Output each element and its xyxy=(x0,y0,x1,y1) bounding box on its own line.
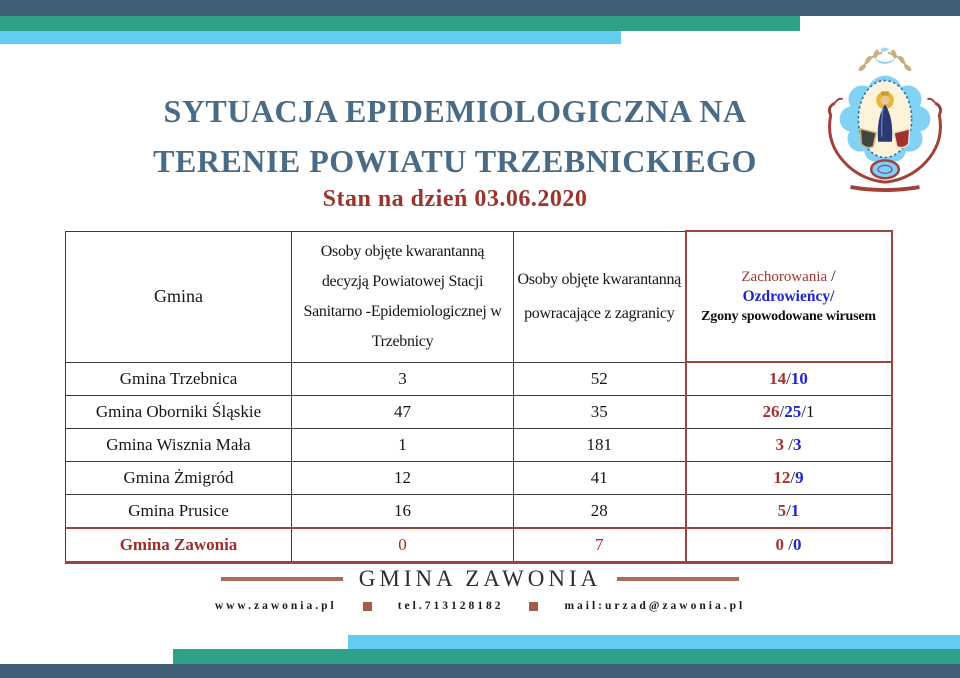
table-row-trzebnica xyxy=(66,362,892,396)
footer-rule-left xyxy=(221,577,343,581)
crest-right-shield xyxy=(894,129,910,148)
header-line: Sanitarno -Epidemiologicznej w xyxy=(303,302,502,320)
header-recovered: Ozdrowieńcy/ xyxy=(742,287,835,305)
header-cases: Zachorowania / xyxy=(741,267,836,285)
bottom-bar-dark xyxy=(0,664,960,678)
top-bar-dark xyxy=(0,0,960,16)
footer-municipality-name: GMINA ZAWONIA xyxy=(358,566,602,591)
cell-quarantine-decision: 16 xyxy=(292,495,514,529)
cell-cases-recovered-deaths: 0 /0 xyxy=(686,528,892,563)
cell-quarantine-abroad: 7 xyxy=(514,528,686,563)
cell-quarantine-decision: 0 xyxy=(292,528,514,563)
bottom-bar-light xyxy=(348,635,960,649)
top-bar-light xyxy=(0,31,621,44)
column-header-quarantine-station xyxy=(292,231,514,362)
cell-quarantine-decision: 1 xyxy=(292,429,514,462)
crest-medallion xyxy=(871,160,899,178)
status-date-subtitle: Stan na dzień 03.06.2020 xyxy=(322,186,588,212)
column-header-cases-recovered-deaths xyxy=(686,231,892,362)
cell-quarantine-abroad: 28 xyxy=(514,495,686,529)
footer-contacts xyxy=(0,600,960,612)
header-line: Osoby objęte kwarantanną xyxy=(320,242,485,260)
epidemiology-table xyxy=(65,230,893,564)
cell-quarantine-decision: 47 xyxy=(292,396,514,429)
cell-quarantine-abroad: 35 xyxy=(514,396,686,429)
cell-quarantine-abroad: 41 xyxy=(514,462,686,495)
cell-gmina-name: Gmina Wisznia Mała xyxy=(66,429,292,462)
page-title xyxy=(60,86,850,186)
cell-gmina-name: Gmina Prusice xyxy=(66,495,292,529)
dove-icon xyxy=(881,47,889,51)
crest-left-shield xyxy=(860,129,876,148)
cell-cases-recovered-deaths: 14/10 xyxy=(686,362,892,396)
footer-phone: tel.713128182 xyxy=(397,600,504,612)
table-row-oborniki-slaskie xyxy=(66,396,892,429)
cell-cases-recovered-deaths: 26/25/1 xyxy=(686,396,892,429)
table-row-prusice xyxy=(66,495,892,529)
cell-gmina-name: Gmina Oborniki Śląskie xyxy=(66,396,292,429)
page-title-line2: TERENIE POWIATU TRZEBNICKIEGO xyxy=(153,143,757,179)
header-line: powracające z zagranicy xyxy=(524,304,675,322)
bullet-square-icon xyxy=(363,602,372,611)
table-header-row xyxy=(66,231,892,362)
cell-gmina-name: Gmina Zawonia xyxy=(66,528,292,563)
header-line: Trzebnicy xyxy=(371,332,434,350)
footer-website: www.zawonia.pl xyxy=(214,600,337,612)
coat-of-arms-icon xyxy=(820,46,950,194)
top-bar-teal xyxy=(0,16,800,31)
footer-rule-right xyxy=(617,577,739,581)
column-header-quarantine-abroad xyxy=(514,231,686,362)
footer-email: mail:urzad@zawonia.pl xyxy=(564,600,746,612)
cell-cases-recovered-deaths: 3 /3 xyxy=(686,429,892,462)
header-line: decyzją Powiatowej Stacji xyxy=(321,272,484,290)
coat-of-arms-svg xyxy=(820,46,950,194)
bullet-square-icon xyxy=(529,602,538,611)
cell-gmina-name: Gmina Trzebnica xyxy=(66,362,292,396)
cell-cases-recovered-deaths: 12/9 xyxy=(686,462,892,495)
table-row-zawonia xyxy=(66,528,892,563)
cell-quarantine-abroad: 52 xyxy=(514,362,686,396)
column-header-gmina: Gmina xyxy=(66,231,292,362)
page-title-line1: SYTUACJA EPIDEMIOLOGICZNA NA xyxy=(163,93,747,129)
table-row-wisznia-mala xyxy=(66,429,892,462)
footer-municipality xyxy=(0,566,960,592)
cell-quarantine-decision: 3 xyxy=(292,362,514,396)
laurel-wreath-icon xyxy=(858,50,912,72)
table-row-zmigrod xyxy=(66,462,892,495)
cell-gmina-name: Gmina Żmigród xyxy=(66,462,292,495)
header-line: Osoby objęte kwarantanną xyxy=(517,270,681,288)
cell-quarantine-decision: 12 xyxy=(292,462,514,495)
cell-quarantine-abroad: 181 xyxy=(514,429,686,462)
bottom-bar-teal xyxy=(173,649,960,664)
cell-cases-recovered-deaths: 5/1 xyxy=(686,495,892,529)
header-deaths: Zgony spowodowane wirusem xyxy=(701,308,876,324)
